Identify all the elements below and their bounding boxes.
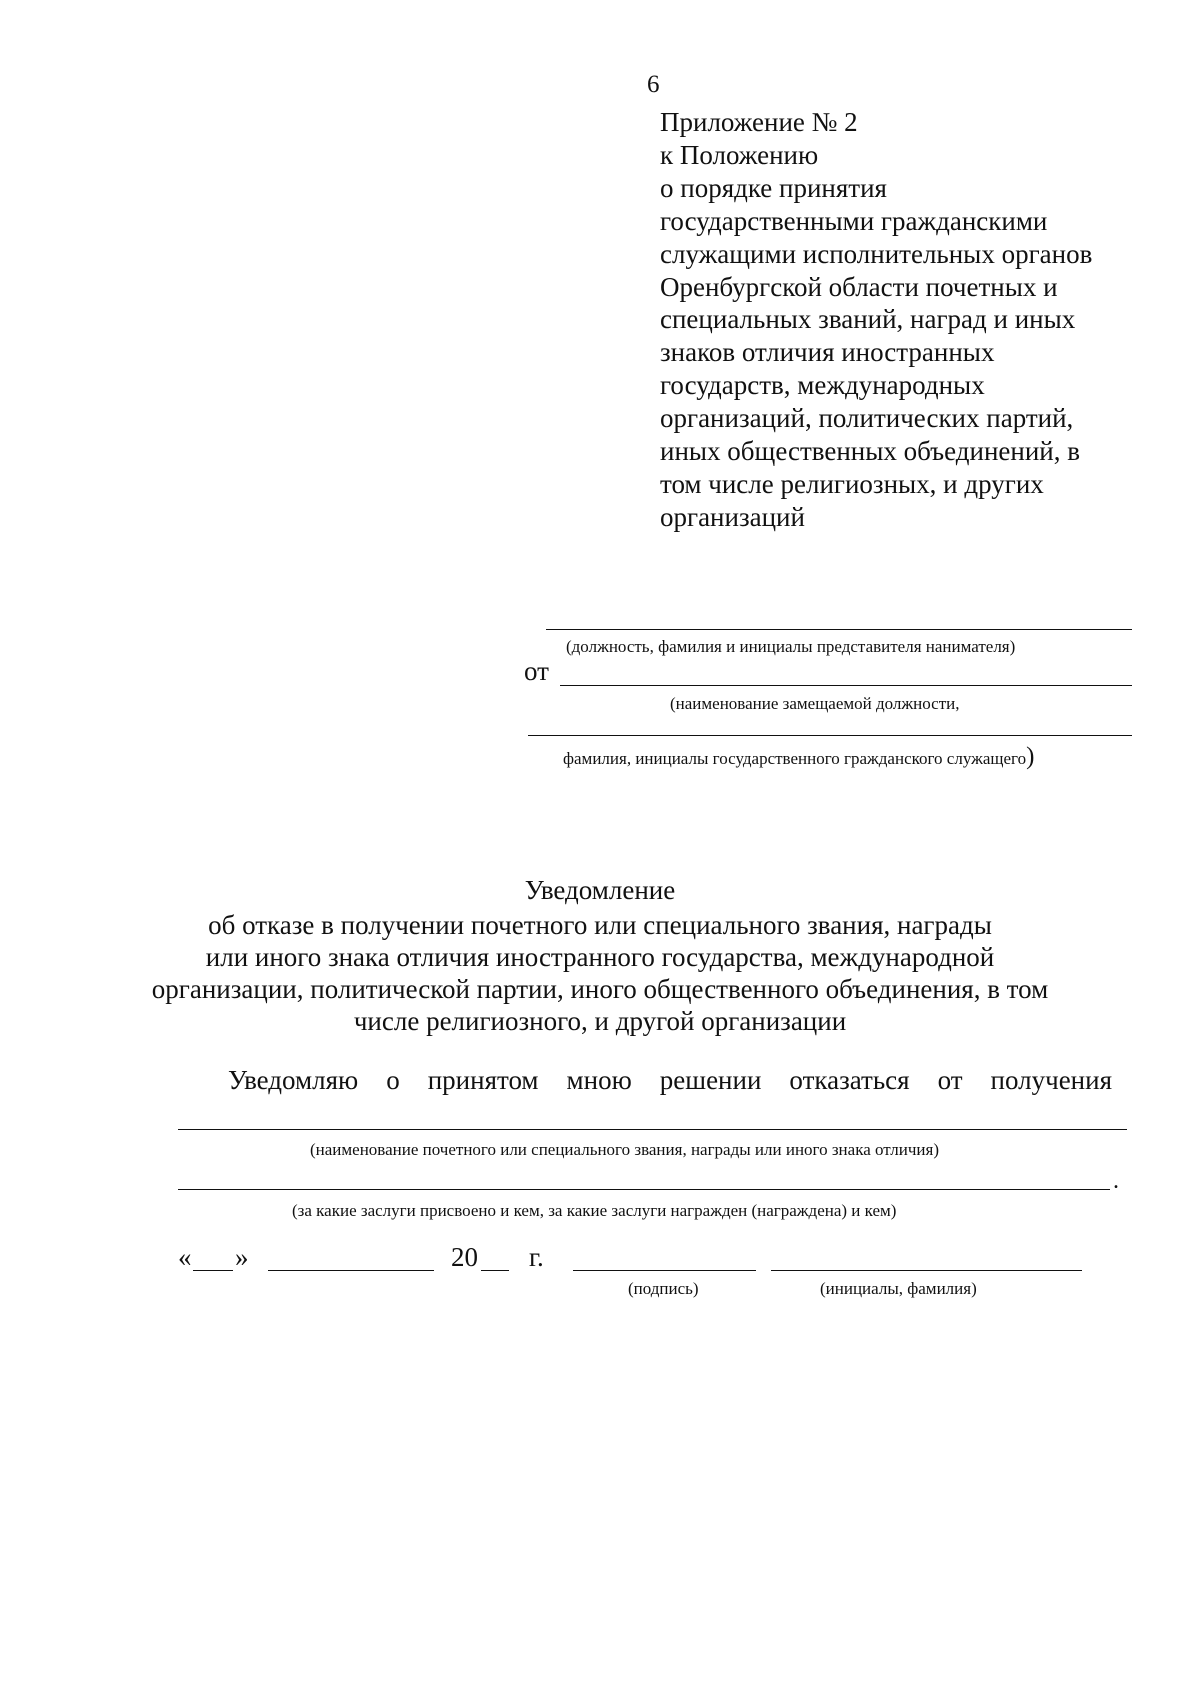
date-quote-close: »: [235, 1242, 249, 1272]
date-month-line[interactable]: [268, 1270, 434, 1271]
page-number: 6: [647, 71, 660, 98]
appendix-line: том числе религиозных, и других: [660, 468, 1044, 499]
date-quote-open: «: [178, 1242, 192, 1272]
position-caption: (наименование замещаемой должности,: [670, 694, 960, 713]
appendix-line: организаций: [660, 501, 805, 532]
date-year-prefix: 20: [451, 1242, 478, 1272]
recipient-line[interactable]: [546, 629, 1132, 630]
merits-line-dot: .: [1113, 1168, 1119, 1194]
appendix-line: государств, международных: [660, 370, 985, 401]
appendix-header: [660, 106, 1140, 534]
appendix-line: знаков отличия иностранных: [660, 337, 995, 368]
signature-caption: (подпись): [628, 1279, 699, 1298]
appendix-line: государственными гражданскими: [660, 205, 1048, 236]
name-caption-close: ): [1026, 743, 1035, 770]
notice-subtitle-line: об отказе в получении почетного или специального звания, награды: [208, 910, 992, 940]
date-year-suffix: г.: [529, 1242, 544, 1272]
award-name-line[interactable]: [178, 1129, 1127, 1130]
signature-line[interactable]: [573, 1270, 756, 1271]
notice-title: Уведомление: [524, 875, 676, 905]
name-caption: [563, 743, 1035, 770]
appendix-line: организаций, политических партий,: [660, 403, 1074, 434]
appendix-line: Приложение № 2: [660, 107, 858, 137]
initials-caption: (инициалы, фамилия): [820, 1279, 977, 1298]
date-day-line[interactable]: [193, 1270, 233, 1271]
appendix-line: иных общественных объединений, в: [660, 436, 1080, 467]
notice-subtitle-line: числе религиозного, и другой организации: [353, 1006, 847, 1036]
appendix-line: служащими исполнительных органов: [660, 238, 1093, 269]
merits-caption: (за какие заслуги присвоено и кем, за какие заслуги награжден (награждена) и кем): [292, 1201, 897, 1220]
notice-subtitle-line: или иного знака отличия иностранного государства, международной: [205, 942, 995, 972]
position-line[interactable]: [560, 685, 1132, 686]
initials-line[interactable]: [771, 1270, 1082, 1271]
appendix-line: о порядке принятия: [660, 172, 887, 203]
merits-line[interactable]: [178, 1189, 1110, 1190]
name-line[interactable]: [528, 735, 1132, 736]
award-name-caption: (наименование почетного или специального звания, награды или иного знака отличия): [310, 1140, 939, 1159]
notice-subtitle-line: организации, политической партии, иного общественного объединения, в том: [151, 974, 1049, 1004]
appendix-line: к Положению: [660, 139, 819, 170]
date-year-line[interactable]: [481, 1270, 509, 1271]
appendix-line: специальных званий, наград и иных: [660, 304, 1076, 335]
notice-body: Уведомляю о принятом мною решении отказаться от получения: [228, 1065, 1112, 1095]
from-label: от: [524, 656, 549, 686]
name-caption-text: фамилия, инициалы государственного гражданского служащего: [563, 749, 1027, 768]
appendix-line: Оренбургской области почетных и: [660, 271, 1058, 302]
recipient-caption: (должность, фамилия и инициалы представителя нанимателя): [566, 637, 1016, 656]
